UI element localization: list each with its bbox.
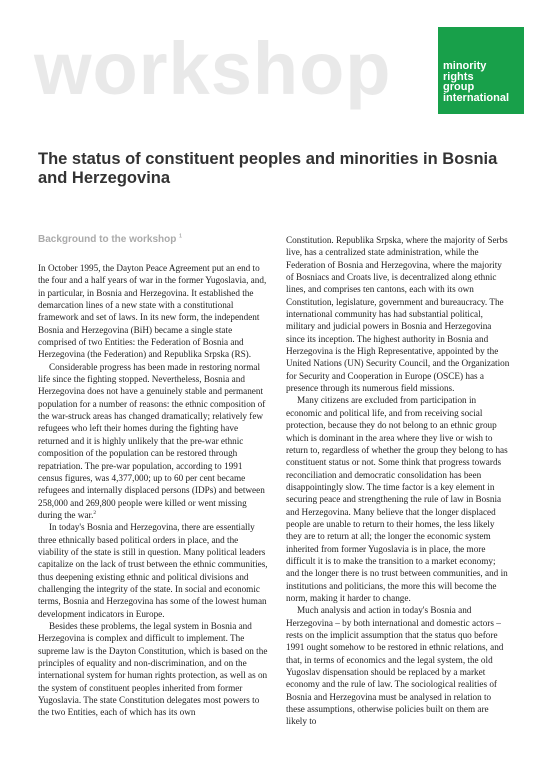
- logo-line: rights: [443, 70, 474, 83]
- paragraph: In October 1995, the Dayton Peace Agreement put an end to the four and a half years of war in the former Yugoslavia, and, in particular, in Bosnia and Herzegovina. It established the demarcation lines of a new state with a constitutional framework and set of laws. In its new form, the independent Bosnia and Herzegovina (BiH) became a single state comprised of two Entities: the Federation of Bosnia and Herzegovina (the Federation) and Republika Srpska (RS).: [38, 263, 267, 360]
- paragraph: In today's Bosnia and Herzegovina, there are essentially three ethnically based political orders in place, and the viability of the state is still in question. Many political leaders capitalize on the lack of trust between the ethnic communities, thus deepening existing ethnic and political divisions and challenging the integrity of the state. In social and economic terms, Bosnia and Herzegovina has some of the lowest human development indicators in Europe.: [38, 522, 268, 619]
- section-heading: [38, 234, 182, 245]
- paragraph: Many citizens are excluded from participation in economic and political life, and from receiving social protection, because they do not belong to an ethnic group which is dominant in the area where they live or wish to return to, regardless of whether the group they belong to has constituent status or not. Some think that progress towards reconciliation and democratic consolidation has been disappointingly slow. The time factor is a key element in securing peace and strengthening the rule of law in Bosnia and Herzegovina. Many believe that the longer displaced people are unable to return to their homes, the less likely they are to return at all; the longer the economic system inherited from former Yugoslavia is in place, the more difficult it is to make the transition to a market economy; and the longer there is no trust between communities, and in institutions and politicians, the more this will become the norm, making it harder to change.: [286, 395, 508, 603]
- paragraph-text: Considerable progress has been made in restoring normal life since the fighting stopped. Nevertheless, Bosnia and Herzegovina does not have a genuinely stable and permanent population for a number of reasons: the ethnic composition of the war-struck areas has changed dramatically; relatively few refugees who left their homes during the fighting have returned and it is highly unlikely that the pre-war ethnic composition of the population can be restored through repatriation. The pre-war population, according to 1991 census figures, was 4,377,000; up to 60 per cent became refugees and internally displaced persons (IDPs) and between 258,000 and 269,800 people were killed or went missing during the war.: [38, 361, 266, 520]
- section-heading-text: Background to the workshop: [38, 234, 177, 245]
- paragraph: Constitution. Republika Srpska, where the majority of Serbs live, has a centralized state administration, while the Federation of Bosnia and Herzegovina, where the majority of Bosniacs and Croats live, is decentralized along ethnic lines, and comprises ten cantons, each with its own Constitution, legislature, government and bureaucracy. The international community has had substantial political, military and judicial powers in Bosnia and Herzegovina since its inception. The highest authority in Bosnia and Herzegovina is the High Representative, appointed by the United Nations (UN) Security Council, and the Organization for Security and Cooperation in Europe (OSCE) has a presence through its numerous field missions.: [286, 235, 510, 394]
- logo-line: minority: [443, 60, 487, 72]
- logo-line: group: [443, 81, 475, 93]
- paragraph: Besides these problems, the legal system in Bosnia and Herzegovina is complex and difficult to implement. The supreme law is the Dayton Constitution, which is based on the principles of equality and non-discrimination, and on the international system for human rights protection, as well as on the system of constituent peoples inherited from former Yugoslavia. The state Constitution delegates most powers to the two Entities, each of which has its own: [38, 620, 268, 718]
- workshop-watermark: workshop: [34, 27, 392, 110]
- mrg-logo: [438, 27, 524, 114]
- left-column: [38, 262, 269, 719]
- footnote-marker: 2: [93, 509, 97, 516]
- paragraph: Much analysis and action in today's Bosnia and Herzegovina – by both international and domestic actors – rests on the implicit assumption that the status quo before 1991 ought somehow to be restored in ethnic relations, and that, in terms of economics and the legal system, the old Yugoslav dispensation should be replaced by a market economy and the rule of law. The sociological realities of Bosnia and Herzegovina must be analysed in relation to these assumptions, otherwise policies built on them are likely to: [286, 605, 504, 727]
- right-column: [286, 234, 510, 728]
- logo-line: international: [443, 91, 510, 104]
- paragraph: [38, 361, 269, 521]
- document-title: The status of constituent peoples and minorities in Bosnia and Herzegovina: [38, 150, 498, 187]
- footnote-marker: 1: [179, 233, 182, 240]
